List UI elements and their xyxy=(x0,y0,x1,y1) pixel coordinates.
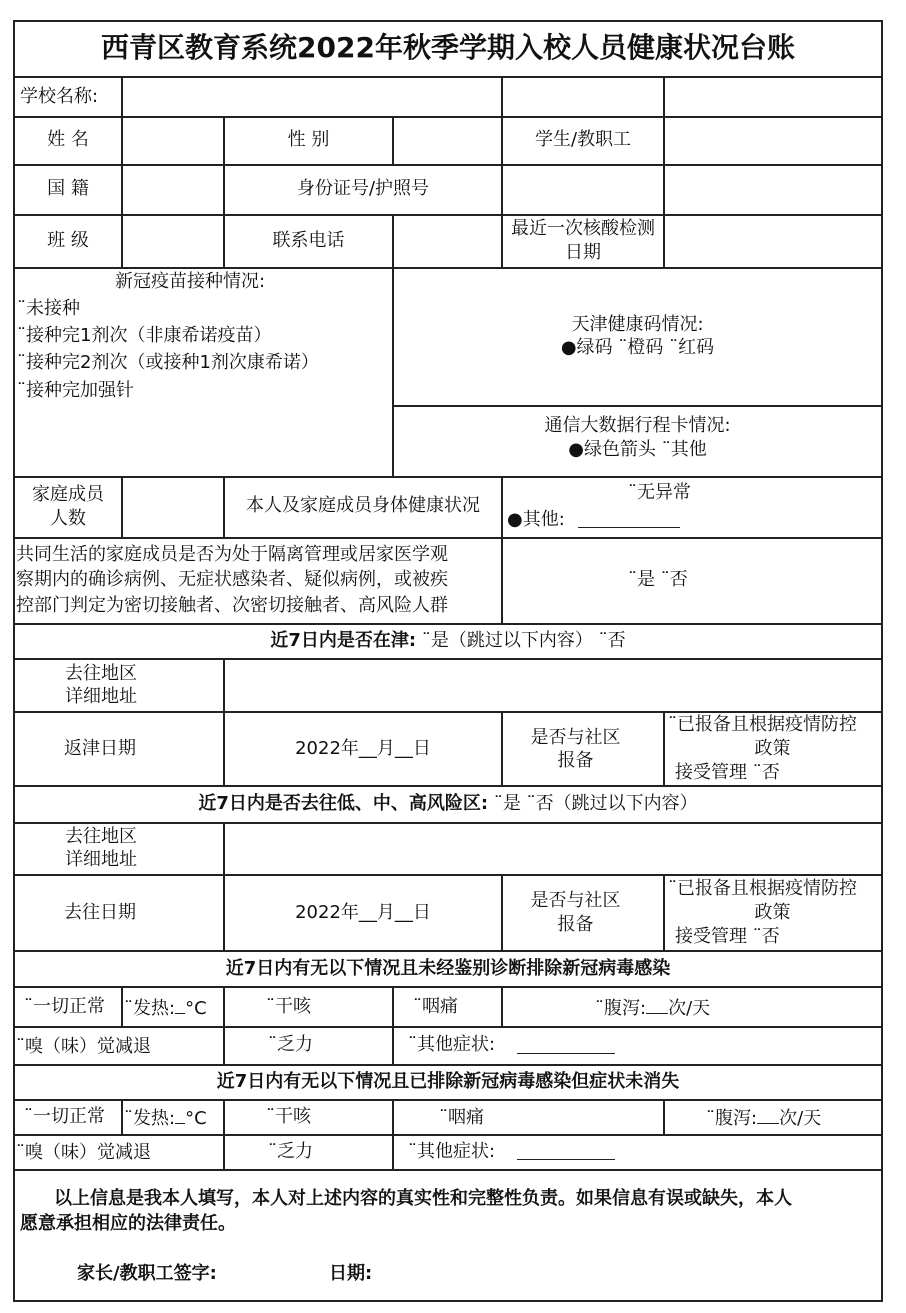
border-left xyxy=(13,20,15,1302)
border-top xyxy=(13,20,883,22)
tianjin-row xyxy=(15,629,881,653)
symptoms-a-fever-unit: °C xyxy=(185,998,207,1019)
symptoms-b-throat[interactable]: ¨咽痛 xyxy=(439,1107,484,1128)
row-line xyxy=(13,1099,883,1101)
row-line xyxy=(392,405,883,407)
name-field[interactable] xyxy=(123,118,222,163)
symptoms-b-heading: 近7日内有无以下情况且已排除新冠病毒感染但症状未消失 xyxy=(216,1071,680,1092)
report-option-line-2: 政策 xyxy=(754,738,791,759)
symptoms-b-other[interactable]: ¨其他症状: xyxy=(408,1141,496,1162)
page-title: 西青区教育系统2022年秋季学期入校人员健康状况台账 xyxy=(101,31,795,64)
row-line xyxy=(13,267,883,269)
row-line xyxy=(13,874,883,876)
risk-destination-label-2: 详细地址 xyxy=(65,849,137,870)
id-number-field[interactable] xyxy=(503,166,880,213)
community-report-label-1: 是否与社区 xyxy=(530,727,621,748)
vaccine-option-two-doses[interactable]: ¨接种完2剂次（或接种1剂次康希诺） xyxy=(17,352,319,373)
return-date-label: 返津日期 xyxy=(64,738,136,759)
student-staff-field[interactable] xyxy=(665,118,880,163)
row-line xyxy=(13,986,883,988)
symptoms-b-smell[interactable]: ¨嗅（味）觉减退 xyxy=(16,1142,151,1163)
gender-label: 性 别 xyxy=(287,129,330,150)
border-right xyxy=(881,20,883,1302)
declaration-line-1: 以上信息是我本人填写，本人对上述内容的真实性和完整性负责。如果信息有误或缺失，本人 xyxy=(54,1188,792,1209)
symptoms-a-smell[interactable]: ¨嗅（味）觉减退 xyxy=(16,1036,151,1057)
col-line xyxy=(392,986,394,1064)
row-line xyxy=(13,1134,883,1136)
col-line xyxy=(121,986,123,1026)
row-line xyxy=(13,950,883,952)
symptoms-a-fatigue[interactable]: ¨乏力 xyxy=(268,1034,313,1055)
quarantine-question-line-1: 共同生活的家庭成员是否为处于隔离管理或居家医学观 xyxy=(16,544,448,565)
school-extra-field-2[interactable] xyxy=(665,78,880,115)
nationality-field[interactable] xyxy=(123,166,222,213)
destination-label-2: 详细地址 xyxy=(65,686,137,707)
symptoms-b-other-line[interactable] xyxy=(517,1159,615,1160)
symptoms-b-fever[interactable] xyxy=(124,1105,207,1131)
row-line xyxy=(13,537,883,539)
risk-community-report-label-2: 报备 xyxy=(557,914,594,935)
symptoms-a-diarrhea[interactable] xyxy=(595,995,710,1021)
risk-report-option-line-3[interactable]: 接受管理 ¨否 xyxy=(675,926,780,947)
school-extra-field-1[interactable] xyxy=(503,78,661,115)
family-count-label-2: 人数 xyxy=(50,508,86,529)
community-report-label-2: 报备 xyxy=(557,750,594,771)
risk-report-option-line-1[interactable]: ¨已报备且根据疫情防控 xyxy=(668,878,857,899)
vaccine-option-booster[interactable]: ¨接种完加强针 xyxy=(17,380,134,401)
col-line xyxy=(392,1099,394,1169)
family-count-label-1: 家庭成员 xyxy=(32,484,104,505)
symptoms-a-diarrhea-unit: 次/天 xyxy=(668,998,711,1019)
tianjin-question: 近7日内是否在津: xyxy=(270,630,417,651)
symptoms-b-fever-unit: °C xyxy=(185,1108,207,1129)
report-option-line-3[interactable]: 接受管理 ¨否 xyxy=(675,762,780,783)
symptoms-a-fever-blank[interactable] xyxy=(175,995,185,1014)
symptoms-a-normal[interactable]: ¨一切正常 xyxy=(24,996,105,1017)
symptoms-a-throat[interactable]: ¨咽痛 xyxy=(413,996,458,1017)
vaccine-option-none[interactable]: ¨未接种 xyxy=(17,298,80,319)
vaccine-heading: 新冠疫苗接种情况: xyxy=(115,271,266,292)
vaccine-option-one-dose[interactable]: ¨接种完1剂次（非康希诺疫苗） xyxy=(17,325,272,346)
family-count-field[interactable] xyxy=(123,478,222,536)
symptoms-a-other-line[interactable] xyxy=(517,1053,615,1054)
phone-label: 联系电话 xyxy=(272,230,345,251)
sign-date-label: 日期: xyxy=(329,1263,373,1284)
tianjin-options[interactable]: ¨是（跳过以下内容） ¨否 xyxy=(421,630,626,651)
symptoms-a-diarrhea-label: ¨腹泻: xyxy=(595,998,647,1019)
destination-label-1: 去往地区 xyxy=(65,663,137,684)
symptoms-b-diarrhea-unit: 次/天 xyxy=(779,1108,822,1129)
quarantine-question-line-3: 控部门判定为密切接触者、次密切接触者、高风险人群 xyxy=(16,595,448,616)
symptoms-a-heading: 近7日内有无以下情况且未经鉴别诊断排除新冠病毒感染 xyxy=(225,958,671,979)
risk-row xyxy=(15,792,881,816)
row-line xyxy=(13,1026,883,1028)
col-line xyxy=(121,1099,123,1134)
health-status-other[interactable]: ●其他: xyxy=(507,509,565,530)
nationality-label: 国 籍 xyxy=(47,178,89,199)
health-status-other-line[interactable] xyxy=(578,527,680,528)
border-bottom xyxy=(13,1300,883,1302)
health-status-normal[interactable]: ¨无异常 xyxy=(628,482,691,503)
row-line xyxy=(13,785,883,787)
name-label: 姓 名 xyxy=(47,129,89,150)
risk-community-report-label-1: 是否与社区 xyxy=(530,890,621,911)
family-health-label: 本人及家庭成员身体健康状况 xyxy=(246,495,480,516)
sign-date-field[interactable] xyxy=(380,1258,540,1288)
symptoms-b-diarrhea[interactable] xyxy=(706,1105,821,1131)
symptoms-b-fever-label: ¨发热: xyxy=(124,1108,176,1129)
signature-field[interactable] xyxy=(232,1258,322,1288)
class-field[interactable] xyxy=(123,216,222,266)
student-staff-label: 学生/教职工 xyxy=(534,129,632,150)
symptoms-a-fever-label: ¨发热: xyxy=(124,998,176,1019)
last-test-field[interactable] xyxy=(665,216,880,266)
symptoms-b-diarrhea-blank[interactable] xyxy=(757,1105,779,1124)
phone-field[interactable] xyxy=(394,216,500,266)
risk-destination-address-field[interactable] xyxy=(225,824,880,873)
symptoms-b-fatigue[interactable]: ¨乏力 xyxy=(268,1141,313,1162)
declaration-line-2: 愿意承担相应的法律责任。 xyxy=(20,1213,236,1234)
symptoms-b-diarrhea-label: ¨腹泻: xyxy=(706,1108,758,1129)
col-line xyxy=(501,476,503,623)
return-date-value[interactable]: 2022年__月__日 xyxy=(295,738,431,759)
symptoms-b-normal[interactable]: ¨一切正常 xyxy=(24,1106,105,1127)
col-line xyxy=(223,1099,225,1169)
go-date-value[interactable]: 2022年__月__日 xyxy=(295,902,431,923)
destination-address-field[interactable] xyxy=(225,660,880,710)
symptoms-a-other[interactable]: ¨其他症状: xyxy=(408,1034,496,1055)
symptoms-a-cough[interactable]: ¨干咳 xyxy=(266,996,311,1017)
col-line xyxy=(223,986,225,1064)
class-label: 班 级 xyxy=(47,230,89,251)
health-code-heading: 天津健康码情况: xyxy=(571,314,704,335)
risk-report-option-line-2: 政策 xyxy=(754,902,791,923)
last-test-label-1: 最近一次核酸检测 xyxy=(511,218,655,239)
symptoms-a-diarrhea-blank[interactable] xyxy=(646,995,668,1014)
school-name-label: 学校名称: xyxy=(20,86,99,107)
trip-card-options[interactable]: ●绿色箭头 ¨其他 xyxy=(568,439,707,460)
last-test-label-2: 日期 xyxy=(565,242,601,263)
trip-card-heading: 通信大数据行程卡情况: xyxy=(544,415,731,436)
symptoms-b-cough[interactable]: ¨干咳 xyxy=(266,1106,311,1127)
symptoms-a-fever[interactable] xyxy=(124,995,207,1021)
col-line xyxy=(501,986,503,1026)
row-line xyxy=(13,1169,883,1171)
risk-destination-label-1: 去往地区 xyxy=(65,826,137,847)
row-line xyxy=(13,1064,883,1066)
report-option-line-1[interactable]: ¨已报备且根据疫情防控 xyxy=(668,714,857,735)
risk-options[interactable]: ¨是 ¨否（跳过以下内容） xyxy=(493,793,698,814)
risk-question: 近7日内是否去往低、中、高风险区: xyxy=(198,793,489,814)
quarantine-answer[interactable]: ¨是 ¨否 xyxy=(628,569,688,590)
signature-label: 家长/教职工签字: xyxy=(77,1263,217,1284)
quarantine-question-line-2: 察期内的确诊病例、无症状感染者、疑似病例，或被疾 xyxy=(16,569,448,590)
health-code-options[interactable]: ●绿码 ¨橙码 ¨红码 xyxy=(560,337,715,358)
symptoms-b-fever-blank[interactable] xyxy=(175,1105,185,1124)
school-name-field[interactable] xyxy=(123,78,499,115)
id-number-label: 身份证号/护照号 xyxy=(296,178,430,199)
gender-field[interactable] xyxy=(394,118,500,163)
row-line xyxy=(13,623,883,625)
go-date-label: 去往日期 xyxy=(64,902,136,923)
col-line xyxy=(663,1099,665,1134)
